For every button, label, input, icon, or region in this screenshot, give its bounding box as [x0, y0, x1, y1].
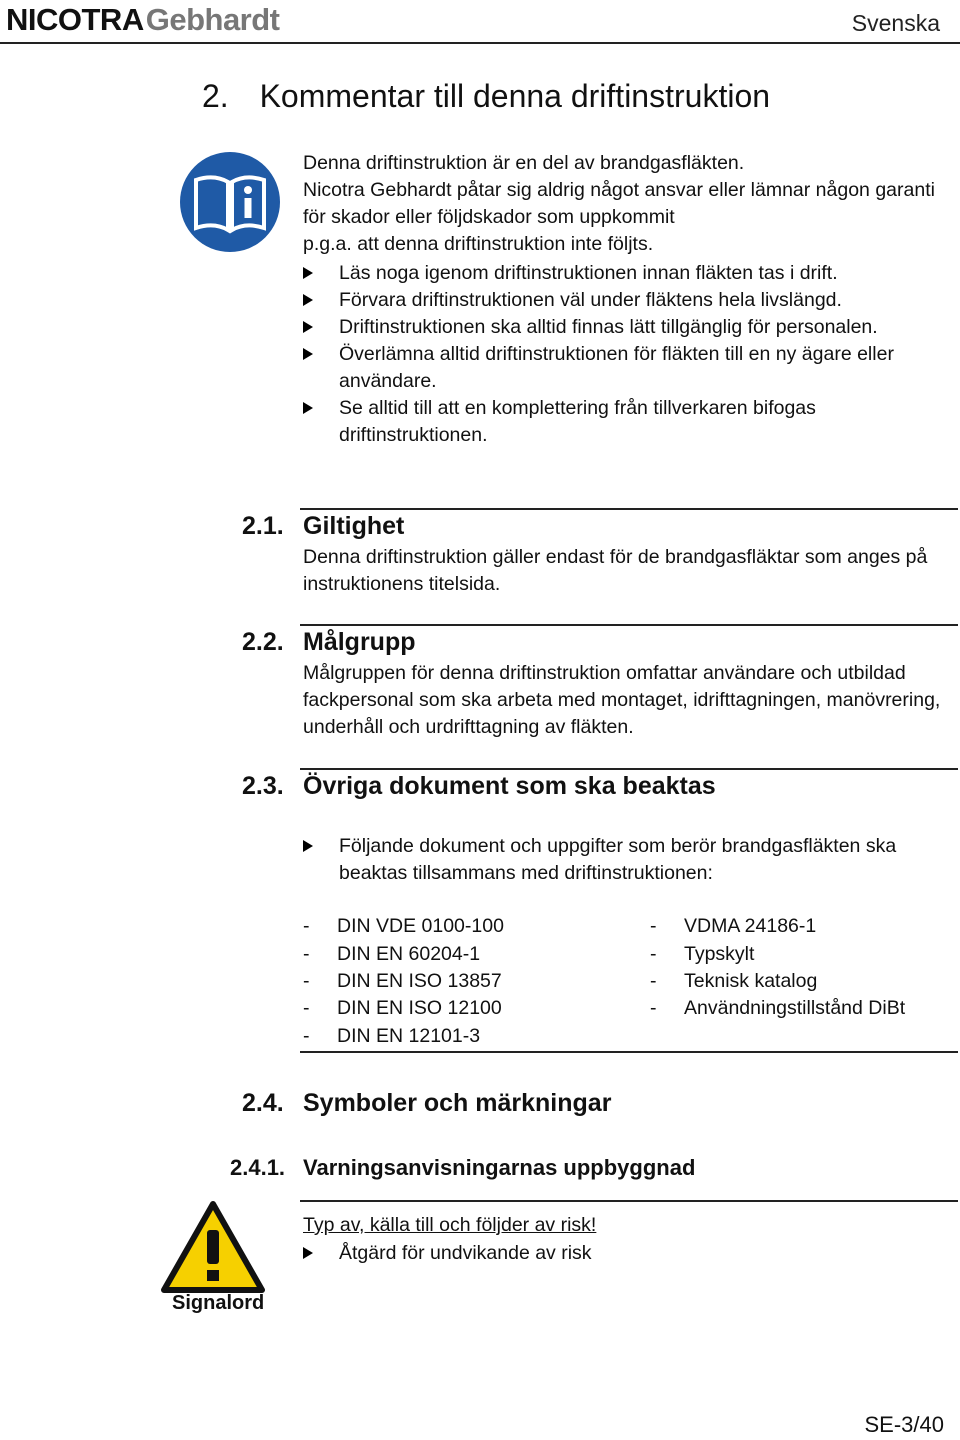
subsection-title: Övriga dokument som ska beaktas — [303, 772, 716, 800]
document-item: - DIN EN ISO 12100 — [303, 997, 502, 1019]
bullet-arrow-icon — [303, 348, 313, 360]
document-item: - VDMA 24186-1 — [650, 915, 817, 937]
bullet-arrow-icon — [303, 294, 313, 306]
list-item: Överlämna alltid driftinstruktionen för fläkten till en ny ägare eller användare. — [303, 341, 953, 395]
document-item: - Användningstillstånd DiBt — [650, 997, 906, 1019]
language-label: Svenska — [851, 10, 940, 36]
subsection-number: 2.3. — [242, 772, 284, 800]
bullet-arrow-icon — [303, 267, 313, 279]
document-item: - DIN EN 12101-3 — [303, 1025, 481, 1047]
section-title: Kommentar till denna driftinstruktion — [259, 78, 771, 114]
intro-line: för skador eller följdskador som uppkommit — [303, 206, 675, 228]
brand-right: Gebhardt — [145, 2, 280, 37]
section-rule — [300, 768, 958, 770]
section-heading — [202, 78, 770, 115]
document-item: - DIN VDE 0100-100 — [303, 915, 504, 937]
subsubsection-number: 2.4.1. — [230, 1155, 286, 1180]
document-item: - DIN EN 60204-1 — [303, 943, 481, 965]
list-item: Åtgärd för undvikande av risk — [303, 1240, 953, 1267]
subsection-title: Målgrupp — [303, 628, 416, 656]
document-item: - Typskylt — [650, 943, 755, 965]
subsection-number: 2.4. — [242, 1089, 284, 1117]
list-item: Följande dokument och uppgifter som berör brandgasfläkten ska beaktas tillsammans med driftinstruktionen: — [303, 833, 953, 887]
signal-word: Signalord — [172, 1292, 265, 1314]
section-rule — [300, 1200, 958, 1202]
list-item: Driftinstruktionen ska alltid finnas lätt tillgänglig för personalen. — [303, 314, 953, 341]
subsection-number: 2.2. — [242, 628, 284, 656]
subsection-number: 2.1. — [242, 512, 284, 540]
intro-paragraph — [303, 150, 953, 258]
header-rule — [0, 42, 960, 44]
documents-intro — [303, 833, 953, 887]
subsubsection-title: Varningsanvisningarnas uppbyggnad — [303, 1155, 696, 1180]
intro-line: Nicotra Gebhardt påtar sig aldrig något ansvar eller lämnar någon garanti — [303, 179, 935, 201]
bullet-arrow-icon — [303, 321, 313, 333]
intro-line: Denna driftinstruktion är en del av brandgasfläkten. — [303, 152, 745, 174]
section-rule — [300, 624, 958, 626]
page-number: SE-3/40 — [864, 1412, 944, 1437]
subsection-title: Symboler och märkningar — [303, 1089, 612, 1117]
bullet-arrow-icon — [303, 840, 313, 852]
section-rule — [300, 1051, 958, 1053]
subsection-title: Giltighet — [303, 512, 405, 540]
list-item: Läs noga igenom driftinstruktionen innan fläkten tas i drift. — [303, 260, 953, 287]
info-manual-icon — [178, 150, 282, 254]
intro-line: p.g.a. att denna driftinstruktion inte följts. — [303, 233, 654, 255]
section-rule — [300, 508, 958, 510]
brand-left: NICOTRA — [6, 2, 144, 37]
instruction-list — [303, 260, 953, 449]
validity-paragraph: Denna driftinstruktion gäller endast för de brandgasfläktar som anges på instruktionens titelsida. — [303, 546, 928, 595]
brand-logo — [6, 2, 280, 38]
document-item: - Teknisk katalog — [650, 970, 818, 992]
document-item: - DIN EN ISO 13857 — [303, 970, 502, 992]
risk-measure — [303, 1240, 953, 1267]
section-number: 2. — [202, 78, 229, 114]
bullet-arrow-icon — [303, 402, 313, 414]
target-group-paragraph: Målgruppen för denna driftinstruktion omfattar användare och utbildad fackpersonal som ska arbeta med montaget, idrifttagningen, manövrering, underhåll och urdrifttagning av fläkten. — [303, 662, 941, 738]
risk-description: Typ av, källa till och följder av risk! — [303, 1214, 597, 1236]
list-item: Se alltid till att en komplettering från tillverkaren bifogas driftinstruktionen. — [303, 395, 953, 449]
bullet-arrow-icon — [303, 1247, 313, 1259]
list-item: Förvara driftinstruktionen väl under fläktens hela livslängd. — [303, 287, 953, 314]
warning-triangle-icon — [160, 1200, 266, 1296]
